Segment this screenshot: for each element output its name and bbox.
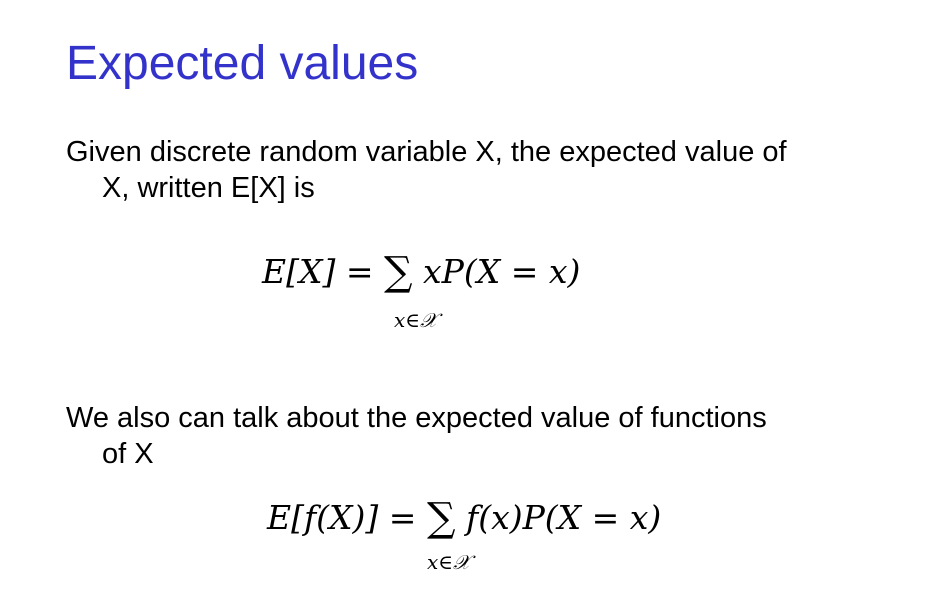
definition-line-2: X, written E[X] is — [102, 172, 315, 204]
formula-1-subscript: x∈𝒳 — [394, 308, 438, 332]
functions-line-1: We also can talk about the expected value of functions — [66, 402, 767, 434]
definition-line-1: Given discrete random variable X, the expected value of — [66, 136, 787, 168]
formula-2-sum-symbol: ∑ — [426, 495, 456, 541]
formula-1-lhs: E[X] = — [262, 252, 374, 291]
functions-line-2: of X — [102, 438, 154, 470]
formula-2-rhs: f(x)P(X = x) — [466, 498, 662, 537]
formula-1-main — [262, 249, 581, 295]
slide-title: Expected values — [66, 37, 419, 90]
formula-1-sum-symbol: ∑ — [383, 249, 413, 295]
formula-2-lhs: E[f(X)] = — [267, 498, 417, 537]
formula-1-rhs: xP(X = x) — [423, 252, 581, 291]
expected-value-formula — [262, 249, 581, 332]
definition-paragraph — [66, 134, 787, 206]
formula-2-main — [267, 495, 662, 541]
functions-paragraph — [66, 400, 767, 472]
formula-2-subscript: x∈𝒳 — [427, 550, 471, 574]
expected-function-formula — [267, 495, 662, 574]
